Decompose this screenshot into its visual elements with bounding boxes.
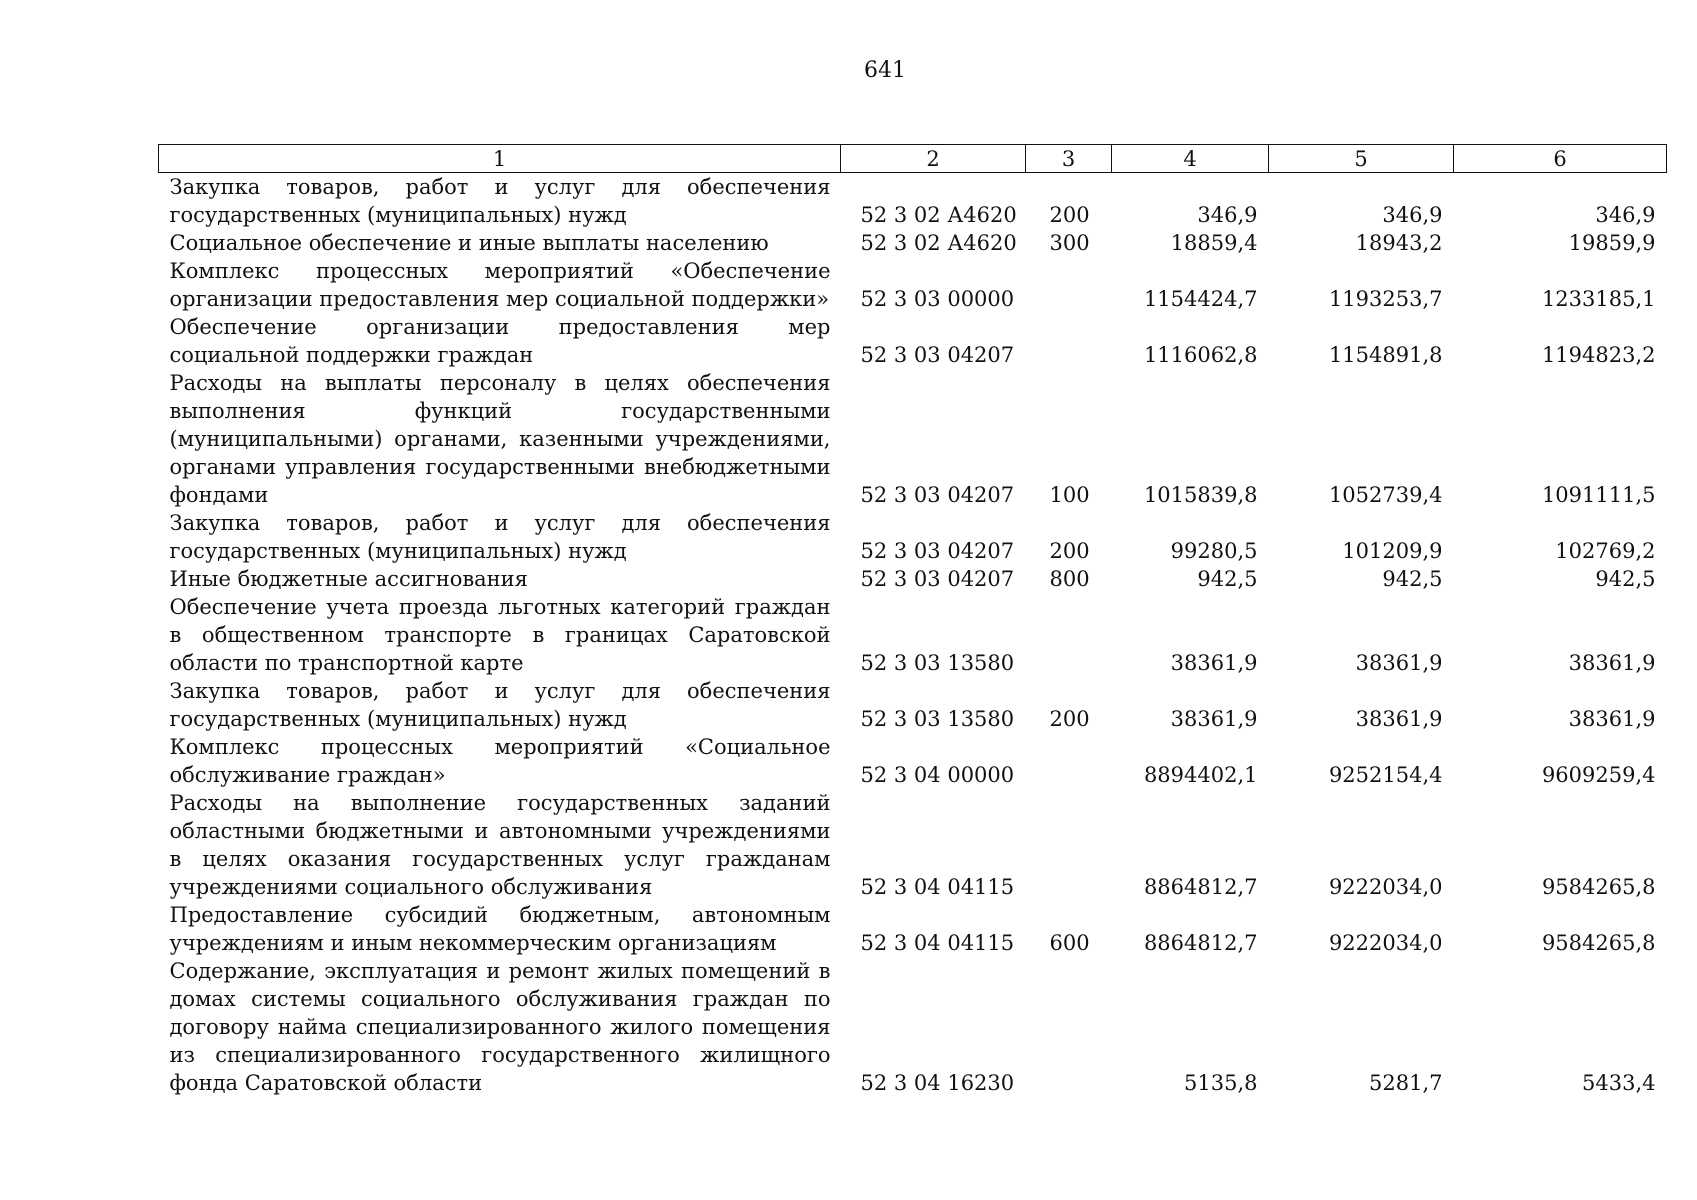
row-name: Закупка товаров, работ и услуг для обеспечения государственных (муниципальных) нужд <box>169 175 831 227</box>
row-value-col4: 1116062,8 <box>1143 343 1258 367</box>
row-value-col6: 942,5 <box>1595 567 1656 591</box>
row-value-col5: 1154891,8 <box>1328 343 1443 367</box>
row-name: Комплекс процессных мероприятий «Обеспечение организации предоставления мер социальной поддержки» <box>169 259 831 311</box>
row-target-code: 52 3 03 13580 <box>860 707 1015 731</box>
row-target-code: 52 3 04 16230 <box>860 1071 1015 1095</box>
table-header-row <box>159 145 1667 173</box>
row-value-col4: 38361,9 <box>1170 651 1258 675</box>
row-value-col5: 38361,9 <box>1355 707 1443 731</box>
row-expense-type: 200 <box>1049 203 1090 227</box>
column-header: 3 <box>1026 145 1112 173</box>
row-value-col4: 8894402,1 <box>1143 763 1258 787</box>
row-target-code: 52 3 03 04207 <box>860 483 1015 507</box>
row-value-col6: 1194823,2 <box>1541 343 1656 367</box>
column-header: 5 <box>1269 145 1454 173</box>
row-expense-type <box>1026 257 1112 313</box>
row-value-col5: 38361,9 <box>1355 651 1443 675</box>
table-row <box>159 369 1667 509</box>
row-value-col6: 102769,2 <box>1555 539 1656 563</box>
row-target-code: 52 3 02 А4620 <box>860 203 1017 227</box>
row-value-col5: 9222034,0 <box>1328 875 1443 899</box>
row-name: Расходы на выплаты персоналу в целях обеспечения выполнения функций государственными (муниципальными) органами, казенными учреждениями, органами управления государственными внебюджетными фондами <box>169 371 831 507</box>
row-expense-type <box>1026 957 1112 1097</box>
row-expense-type <box>1026 593 1112 677</box>
table-row <box>159 901 1667 957</box>
column-header: 4 <box>1112 145 1269 173</box>
row-value-col6: 1233185,1 <box>1541 287 1656 311</box>
row-target-code: 52 3 03 00000 <box>860 287 1015 311</box>
row-expense-type: 300 <box>1049 231 1090 255</box>
row-name: Социальное обеспечение и иные выплаты населению <box>169 231 769 255</box>
row-value-col4: 99280,5 <box>1170 539 1258 563</box>
row-value-col5: 101209,9 <box>1342 539 1443 563</box>
row-value-col4: 8864812,7 <box>1143 931 1258 955</box>
row-target-code: 52 3 04 04115 <box>860 931 1015 955</box>
row-value-col6: 1091111,5 <box>1541 483 1656 507</box>
column-header: 2 <box>841 145 1026 173</box>
row-target-code: 52 3 03 13580 <box>860 651 1015 675</box>
row-target-code: 52 3 02 А4620 <box>860 231 1017 255</box>
row-value-col4: 346,9 <box>1197 203 1258 227</box>
row-name: Содержание, эксплуатация и ремонт жилых помещений в домах системы социального обслуживания граждан по договору найма специализированного жилого помещения из специализированного государственного жилищного фонда Саратовской области <box>169 959 831 1095</box>
table-row <box>159 733 1667 789</box>
page-number: 641 <box>864 58 906 83</box>
row-value-col6: 19859,9 <box>1568 231 1656 255</box>
row-expense-type: 100 <box>1049 483 1090 507</box>
row-value-col5: 346,9 <box>1382 203 1443 227</box>
row-expense-type: 600 <box>1049 931 1090 955</box>
row-target-code: 52 3 04 00000 <box>860 763 1015 787</box>
table-row <box>159 313 1667 369</box>
row-expense-type: 200 <box>1049 539 1090 563</box>
row-value-col6: 9609259,4 <box>1541 763 1656 787</box>
table-row <box>159 593 1667 677</box>
row-name: Закупка товаров, работ и услуг для обеспечения государственных (муниципальных) нужд <box>169 679 831 731</box>
row-name: Иные бюджетные ассигнования <box>169 567 528 591</box>
row-value-col6: 5433,4 <box>1582 1071 1656 1095</box>
row-value-col4: 1154424,7 <box>1143 287 1258 311</box>
row-target-code: 52 3 03 04207 <box>860 539 1015 563</box>
column-header: 6 <box>1454 145 1667 173</box>
row-value-col5: 1052739,4 <box>1328 483 1443 507</box>
table-row <box>159 677 1667 733</box>
row-name: Закупка товаров, работ и услуг для обеспечения государственных (муниципальных) нужд <box>169 511 831 563</box>
table-row <box>159 229 1667 257</box>
table-row <box>159 957 1667 1097</box>
table-row <box>159 789 1667 901</box>
row-target-code: 52 3 03 04207 <box>860 343 1015 367</box>
budget-table <box>158 144 1667 1097</box>
table-row <box>159 173 1667 230</box>
row-value-col4: 5135,8 <box>1184 1071 1258 1095</box>
table-row <box>159 509 1667 565</box>
row-value-col4: 942,5 <box>1197 567 1258 591</box>
row-target-code: 52 3 03 04207 <box>860 567 1015 591</box>
row-expense-type: 200 <box>1049 707 1090 731</box>
table-row <box>159 565 1667 593</box>
row-value-col5: 9222034,0 <box>1328 931 1443 955</box>
row-value-col4: 1015839,8 <box>1143 483 1258 507</box>
column-header: 1 <box>159 145 841 173</box>
row-name: Обеспечение организации предоставления мер социальной поддержки граждан <box>169 315 831 367</box>
row-value-col4: 38361,9 <box>1170 707 1258 731</box>
row-value-col4: 18859,4 <box>1170 231 1258 255</box>
row-value-col6: 38361,9 <box>1568 651 1656 675</box>
row-expense-type <box>1026 733 1112 789</box>
row-value-col5: 9252154,4 <box>1328 763 1443 787</box>
row-value-col6: 9584265,8 <box>1541 931 1656 955</box>
row-expense-type <box>1026 789 1112 901</box>
row-value-col6: 346,9 <box>1595 203 1656 227</box>
row-value-col5: 18943,2 <box>1355 231 1443 255</box>
row-name: Комплекс процессных мероприятий «Социальное обслуживание граждан» <box>169 735 831 787</box>
row-value-col6: 38361,9 <box>1568 707 1656 731</box>
table-body <box>159 173 1667 1098</box>
row-value-col5: 942,5 <box>1382 567 1443 591</box>
row-name: Предоставление субсидий бюджетным, автономным учреждениям и иным некоммерческим организациям <box>169 903 831 955</box>
row-name: Расходы на выполнение государственных заданий областными бюджетными и автономными учреждениями в целях оказания государственных услуг гражданам учреждениями социального обслуживания <box>169 791 831 899</box>
row-value-col5: 1193253,7 <box>1328 287 1443 311</box>
row-expense-type: 800 <box>1049 567 1090 591</box>
row-expense-type <box>1026 313 1112 369</box>
table-row <box>159 257 1667 313</box>
row-value-col4: 8864812,7 <box>1143 875 1258 899</box>
row-value-col5: 5281,7 <box>1369 1071 1443 1095</box>
row-value-col6: 9584265,8 <box>1541 875 1656 899</box>
row-target-code: 52 3 04 04115 <box>860 875 1015 899</box>
row-name: Обеспечение учета проезда льготных категорий граждан в общественном транспорте в границах Саратовской области по транспортной карте <box>169 595 831 675</box>
